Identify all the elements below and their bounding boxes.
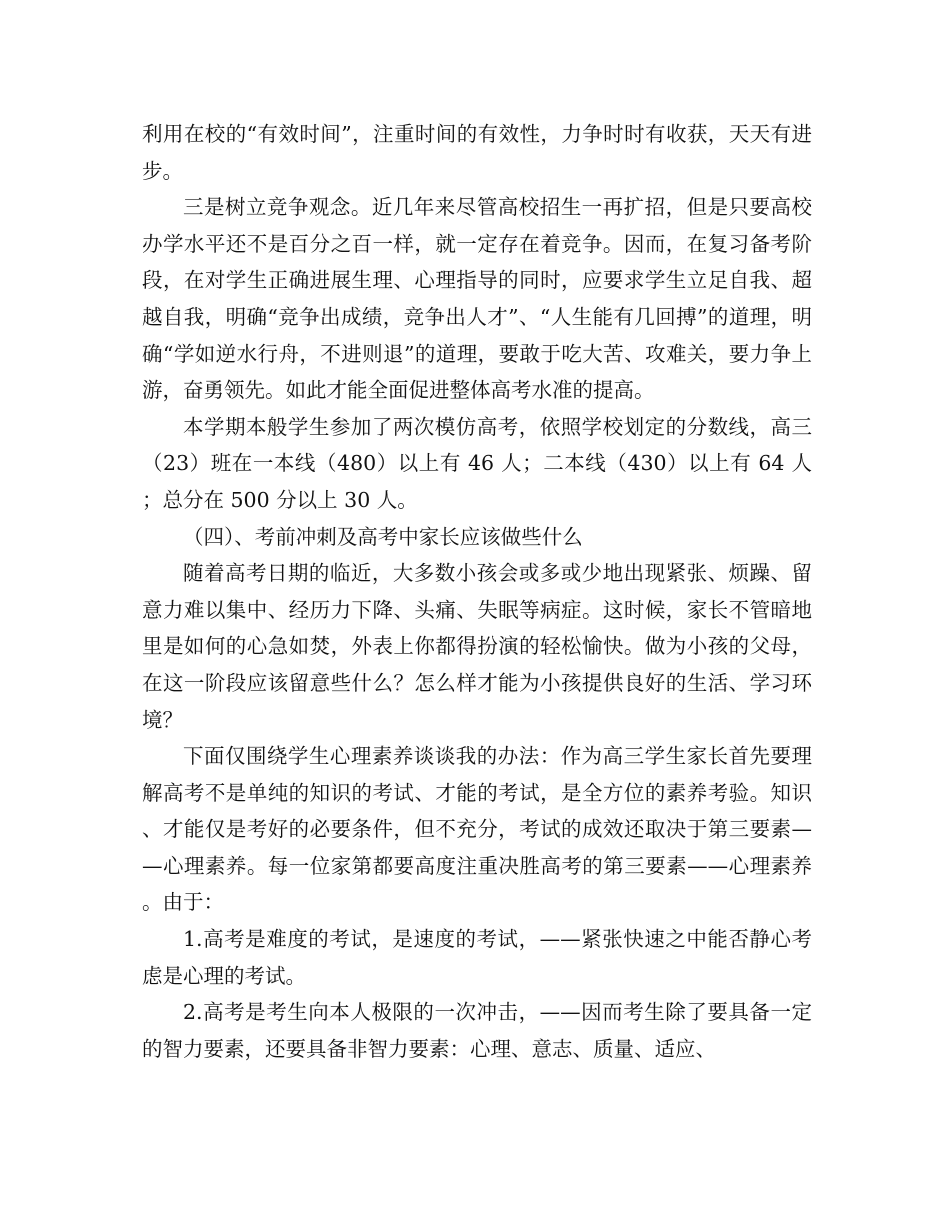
body-text	[142, 116, 812, 1067]
list-item-2: 2.高考是考生向本人极限的一次冲击，——因而考生除了要具备一定的智力要素，还要具备非智力要素：心理、意志、质量、适应、	[142, 1000, 812, 1061]
section-heading-parents: （四）、考前冲刺及高考中家长应该做些什么	[183, 524, 583, 549]
paragraph-exam-results: 本学期本般学生参加了两次模仿高考，依照学校划定的分数线，高三（23）班在一本线（480）以上有 46 人；二本线（430）以上有 64 人；总分在 500 分以上 30 人。	[142, 414, 812, 512]
paragraph-competition: 三是树立竞争观念。近几年来尽管高校招生一再扩招，但是只要高校办学水平还不是百分之百一样，就一定存在着竞争。因而，在复习备考阶段，在对学生正确进展生理、心理指导的同时，应要求学生立足自我、超越自我，明确“竞争出成绩，竞争出人才”、“人生能有几回搏”的道理，明确“学如逆水行舟，不进则退”的道理，要敢于吃大苦、攻难关，要力争上游，奋勇领先。如此才能全面促进整体高考水准的提高。	[142, 195, 812, 403]
paragraph-psychology: 下面仅围绕学生心理素养谈谈我的办法：作为高三学生家长首先要理解高考不是单纯的知识的考试、才能的考试，是全方位的素养考验。知识、才能仅是考好的必要条件，但不充分，考试的成效还取决于第三要素——心理素养。每一位家第都要高度注重决胜高考的第三要素——心理素养。由于：	[142, 744, 812, 915]
list-item-1: 1.高考是难度的考试，是速度的考试，——紧张快速之中能否静心考虑是心理的考试。	[142, 927, 812, 988]
paragraph-effective-time: 利用在校的“有效时间”，注重时间的有效性，力争时时有收获，天天有进步。	[142, 122, 812, 183]
paragraph-exam-stress: 随着高考日期的临近，大多数小孩会或多或少地出现紧张、烦躁、留意力难以集中、经历力下降、头痛、失眠等病症。这时候，家长不管暗地里是如何的心急如焚，外表上你都得扮演的轻松愉快。做为小孩的父母，在这一阶段应该留意些什么？怎么样才能为小孩提供良好的生活、学习环境？	[142, 561, 812, 732]
